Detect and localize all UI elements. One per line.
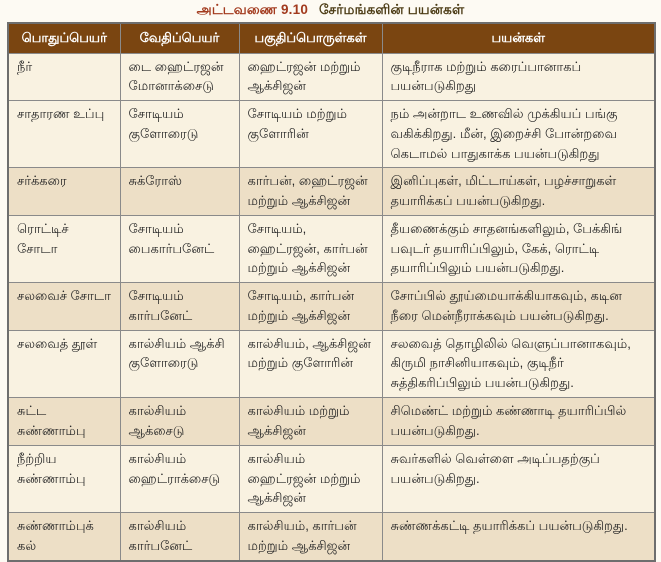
cell-common: சாதாரண உப்பு xyxy=(8,101,120,168)
header-common-name: பொதுப்பெயர் xyxy=(8,23,120,53)
table-row xyxy=(8,101,655,168)
header-uses: பயன்கள் xyxy=(382,23,655,53)
cell-uses: குடிநீராக மற்றும் கரைப்பானாகப் பயன்படுகிறது xyxy=(382,53,655,101)
cell-uses: நம் அன்றாட உணவில் முக்கியப் பங்கு வகிக்கிறது. மீன், இறைச்சி போன்றவை கெடாமல் பாதுகாக்க பயன்படுகிறது xyxy=(382,101,655,168)
table-title-text: சேர்மங்களின் பயன்கள் xyxy=(319,2,465,17)
table-header xyxy=(8,23,655,53)
compounds-table xyxy=(7,22,656,562)
header-chemical-name: வேதிப்பெயர் xyxy=(120,23,239,53)
cell-chemical: சோடியம் பைகார்பனேட் xyxy=(120,215,239,282)
cell-common: சலவைத் தூள் xyxy=(8,330,120,397)
cell-components: சோடியம், கார்பன் மற்றும் ஆக்சிஜன் xyxy=(239,283,382,331)
table-row xyxy=(8,168,655,216)
cell-common: நீற்றிய சுண்ணாம்பு xyxy=(8,445,120,512)
table-row xyxy=(8,513,655,561)
cell-chemical: கால்சியம் ஆக்சைடு xyxy=(120,397,239,445)
table-row xyxy=(8,53,655,101)
cell-chemical: கால்சியம் கார்பனேட் xyxy=(120,513,239,561)
table-row xyxy=(8,330,655,397)
cell-uses: சோப்பில் தூய்மையாக்கியாகவும், கடின நீரை மென்நீராக்கவும் பயன்படுகிறது. xyxy=(382,283,655,331)
cell-components: சோடியம் மற்றும் குளோரின் xyxy=(239,101,382,168)
table-body xyxy=(8,53,655,561)
cell-common: சலவைச் சோடா xyxy=(8,283,120,331)
table-row xyxy=(8,283,655,331)
cell-common: சர்க்கரை xyxy=(8,168,120,216)
cell-uses: சிமெண்ட் மற்றும் கண்ணாடி தயாரிப்பில் பயன்படுகிறது. xyxy=(382,397,655,445)
cell-components: கால்சியம், ஆக்சிஜன் மற்றும் குளோரின் xyxy=(239,330,382,397)
cell-components: ஹைட்ரஜன் மற்றும் ஆக்சிஜன் xyxy=(239,53,382,101)
cell-common: சுட்ட சுண்ணாம்பு xyxy=(8,397,120,445)
table-number: அட்டவணை 9.10 xyxy=(196,2,309,17)
cell-chemical: கால்சியம் ஹைட்ராக்சைடு xyxy=(120,445,239,512)
cell-components: கால்சியம் மற்றும் ஆக்சிஜன் xyxy=(239,397,382,445)
cell-uses: சுவர்களில் வெள்ளை அடிப்பதற்குப் பயன்படுகிறது. xyxy=(382,445,655,512)
cell-chemical: சோடியம் குளோரைடு xyxy=(120,101,239,168)
cell-common: சுண்ணாம்புக் கல் xyxy=(8,513,120,561)
cell-common: ரொட்டிச் சோடா xyxy=(8,215,120,282)
table-row xyxy=(8,397,655,445)
cell-components: கார்பன், ஹைட்ரஜன் மற்றும் ஆக்சிஜன் xyxy=(239,168,382,216)
cell-uses: சலவைத் தொழிலில் வெளுப்பானாகவும், கிருமி நாசினியாகவும், குடிநீர் சுத்திகரிப்பிலும் பயன்படுகிறது. xyxy=(382,330,655,397)
cell-uses: தீயணைக்கும் சாதனங்களிலும், பேக்கிங் பவுடர் தயாரிப்பிலும், கேக், ரொட்டி தயாரிப்பிலும் பயன்படுகிறது. xyxy=(382,215,655,282)
cell-chemical: சோடியம் கார்பனேட் xyxy=(120,283,239,331)
table-row xyxy=(8,215,655,282)
cell-uses: இனிப்புகள், மிட்டாய்கள், பழச்சாறுகள் தயாரிக்கப் பயன்படுகிறது. xyxy=(382,168,655,216)
cell-common: நீர் xyxy=(8,53,120,101)
cell-chemical: சுக்ரோஸ் xyxy=(120,168,239,216)
cell-chemical: கால்சியம் ஆக்சி குளோரைடு xyxy=(120,330,239,397)
table-row xyxy=(8,445,655,512)
cell-components: சோடியம், ஹைட்ரஜன், கார்பன் மற்றும் ஆக்சிஜன் xyxy=(239,215,382,282)
page-title xyxy=(0,2,661,20)
header-components: பகுதிப்பொருள்கள் xyxy=(239,23,382,53)
cell-components: கால்சியம், கார்பன் மற்றும் ஆக்சிஜன் xyxy=(239,513,382,561)
header-row xyxy=(8,23,655,53)
cell-chemical: டை ஹைட்ரஜன் மோனாக்சைடு xyxy=(120,53,239,101)
cell-components: கால்சியம் ஹைட்ரஜன் மற்றும் ஆக்சிஜன் xyxy=(239,445,382,512)
cell-uses: சுண்ணக்கட்டி தயாரிக்கப் பயன்படுகிறது. xyxy=(382,513,655,561)
